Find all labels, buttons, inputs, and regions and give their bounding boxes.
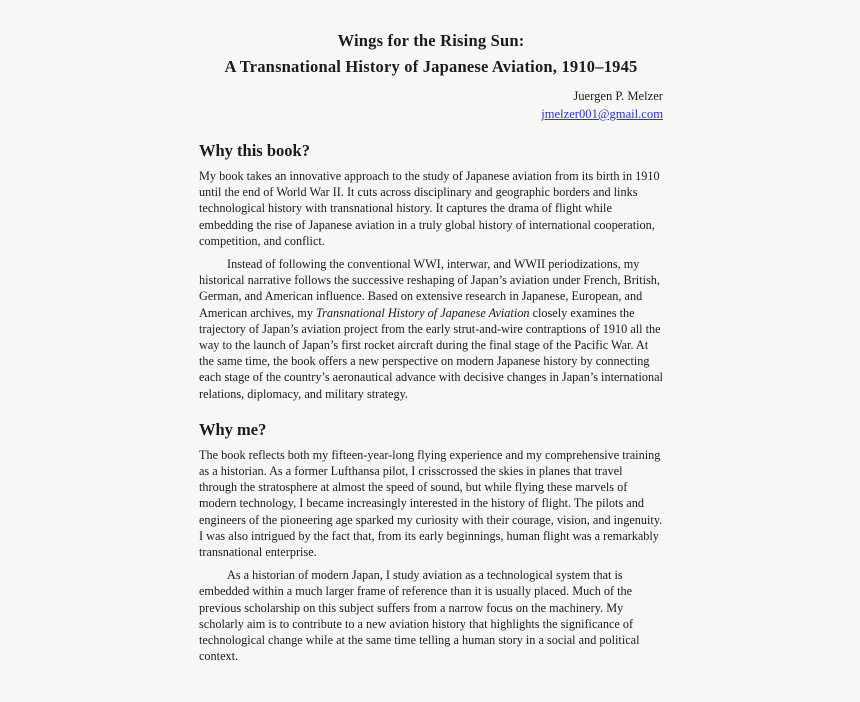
italic-book-title-run: Transnational History of Japanese Aviation: [316, 305, 530, 320]
paragraph: [199, 567, 663, 664]
text-run: As a historian of modern Japan, I study aviation as a technological system that is embedded within a much larger frame of reference than it is usually placed. Much of the previous scholarship on this subject suffers from a narrow focus on the machinery. My scholarly aim is to contribute to a new aviation history that highlights the significance of technological change while at the same time telling a human story in a social and political context.: [199, 568, 640, 664]
text-run: closely examines the trajectory of Japan’s aviation project from the early strut-and-wire contraptions of 1910 all the way to the launch of Japan’s first rocket aircraft during the final stage of the Pacific War. At the same time, the book offers a new perspective on modern Japanese history by connecting each stage of the country’s aeronautical advance with decisive changes in Japan’s international relations, diplomacy, and military strategy.: [199, 305, 663, 401]
section-heading-why-this-book: Why this book?: [199, 141, 310, 160]
text-run: My book takes an innovative approach to the study of Japanese aviation from its birth in 1910 until the end of World War II. It cuts across disciplinary and geographic borders and links technological history with transnational history. It captures the drama of flight while embedding the rise of Japanese aviation in a truly global history of international cooperation, competition, and conflict.: [199, 169, 660, 248]
paragraph: [199, 168, 663, 249]
title-block: [199, 28, 663, 80]
author-email-link[interactable]: jmelzer001@gmail.com: [541, 107, 663, 121]
paragraph: [199, 447, 663, 560]
text-run: The book reflects both my fifteen-year-long flying experience and my comprehensive training as a historian. As a former Lufthansa pilot, I crisscrossed the skies in planes that travel through the stratosphere at almost the speed of sound, but while flying these marvels of modern technology, I became increasingly interested in the history of flight. The pilots and engineers of the pioneering age sparked my curiosity with their courage, vision, and ingenuity. I was also intrigued by the fact that, from its early beginnings, human flight was a remarkably transnational enterprise.: [199, 447, 663, 560]
document-page: [199, 28, 663, 671]
paragraph: [199, 256, 663, 402]
book-title-line1: Wings for the Rising Sun:: [337, 31, 525, 50]
book-title-line2: A Transnational History of Japanese Aviation, 1910–1945: [224, 57, 638, 76]
author-name: Juergen P. Melzer: [573, 89, 663, 103]
text-run: Instead of following the conventional WWI, interwar, and WWII periodizations, my historical narrative follows the successive reshaping of Japan’s aviation under French, British, German, and American influence. Based on extensive research in Japanese, European, and American archives, my: [199, 257, 660, 320]
section-heading-why-me: Why me?: [199, 419, 267, 439]
sections-container: [199, 142, 663, 664]
byline-block: [199, 88, 663, 123]
